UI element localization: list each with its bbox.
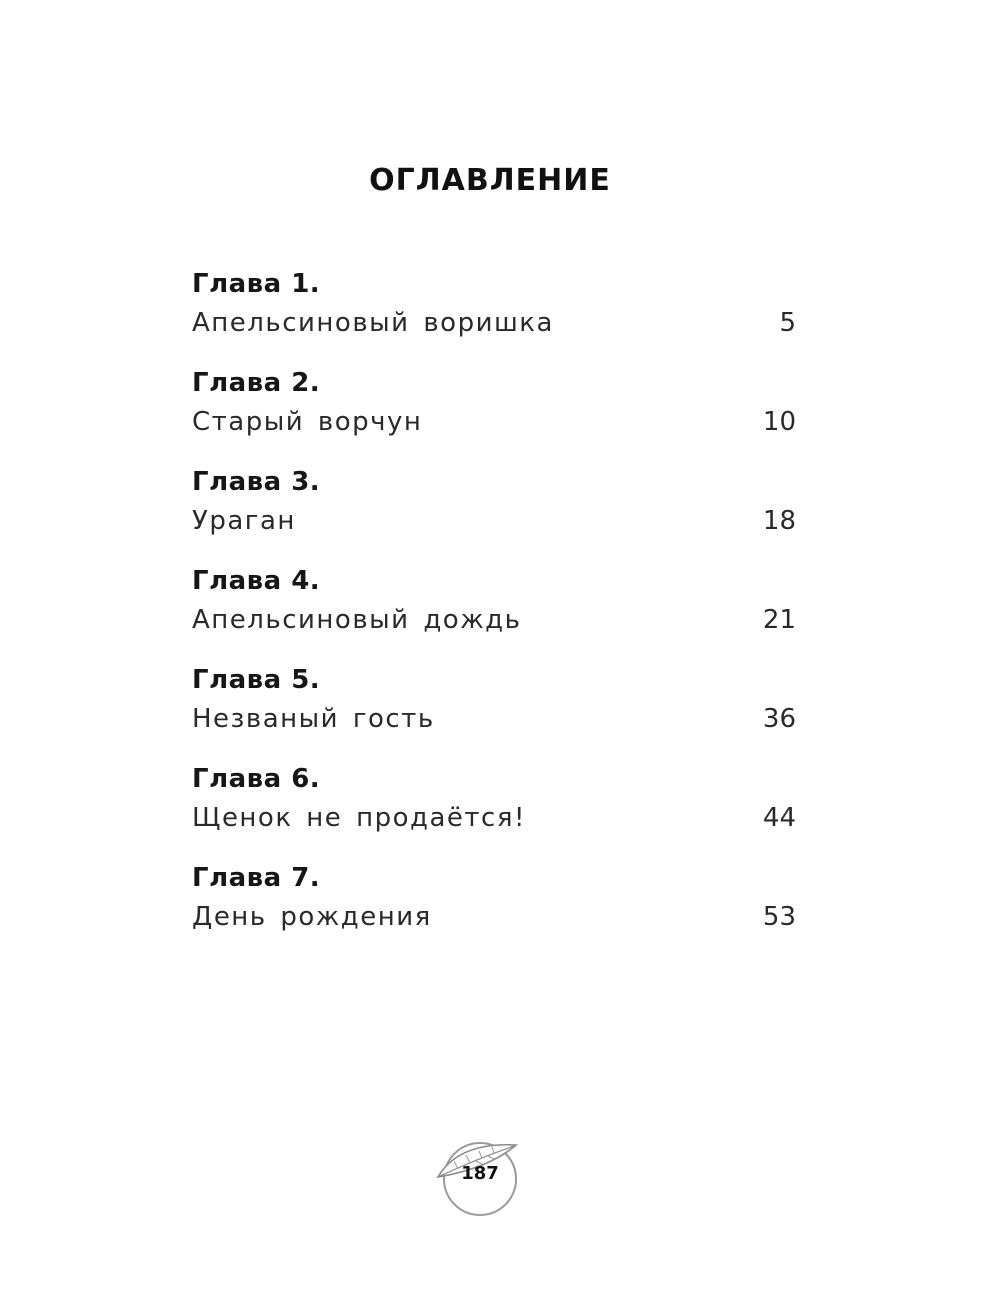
- chapter-label: Глава 5.: [192, 665, 321, 695]
- page-number-badge: [430, 1125, 530, 1225]
- page-title: ОГЛАВЛЕНИЕ: [369, 163, 611, 198]
- chapter-title: День рождения: [192, 902, 432, 932]
- chapter-page-number: 10: [762, 407, 796, 437]
- chapter-page-number: 53: [762, 902, 796, 932]
- chapter-label: Глава 3.: [192, 467, 321, 497]
- toc-entry-6[interactable]: [192, 759, 796, 858]
- chapter-title: Старый ворчун: [192, 407, 423, 437]
- page-number: 187: [461, 1163, 499, 1184]
- toc-entry-4[interactable]: [192, 561, 796, 660]
- chapter-title: Ураган: [192, 506, 296, 536]
- chapter-page-number: 44: [762, 803, 796, 833]
- chapter-title: Незваный гость: [192, 704, 435, 734]
- chapter-page-number: 36: [762, 704, 796, 734]
- toc-entry-3[interactable]: [192, 462, 796, 561]
- toc-entry-5[interactable]: [192, 660, 796, 759]
- chapter-label: Глава 6.: [192, 764, 321, 794]
- chapter-label: Глава 2.: [192, 368, 321, 398]
- chapter-page-number: 21: [762, 605, 796, 635]
- chapter-page-number: 5: [779, 308, 796, 338]
- toc-entry-2[interactable]: [192, 363, 796, 462]
- chapter-title: Апельсиновый дождь: [192, 605, 522, 635]
- chapter-label: Глава 7.: [192, 863, 321, 893]
- chapter-page-number: 18: [762, 506, 796, 536]
- chapter-label: Глава 4.: [192, 566, 321, 596]
- chapter-title: Щенок не продаётся!: [192, 803, 526, 833]
- table-of-contents: [192, 264, 796, 957]
- chapter-label: Глава 1.: [192, 269, 321, 299]
- toc-entry-7[interactable]: [192, 858, 796, 957]
- chapter-title: Апельсиновый воришка: [192, 308, 554, 338]
- toc-entry-1[interactable]: [192, 264, 796, 363]
